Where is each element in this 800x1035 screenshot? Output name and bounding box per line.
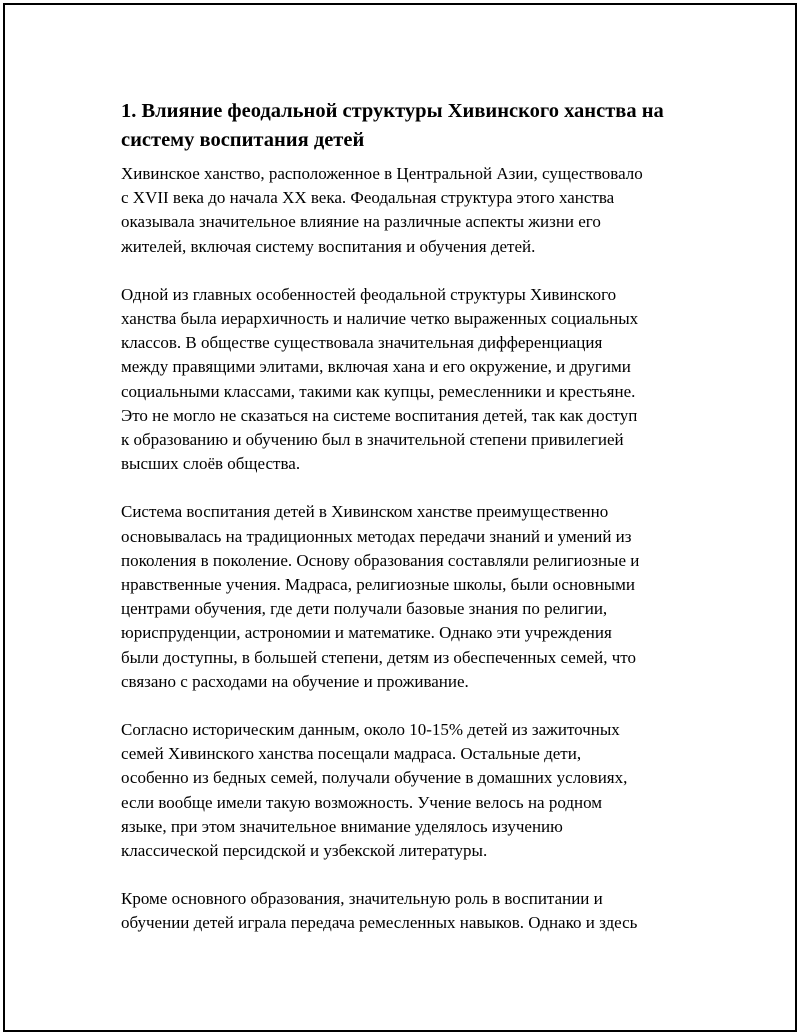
text-line: связано с расходами на обучение и проживание. <box>121 671 469 691</box>
text-line: Хивинское ханство, расположенное в Центральной Азии, существовало <box>121 164 643 183</box>
paragraph-2 <box>121 283 693 477</box>
text-line: Согласно историческим данным, около 10-15% детей из зажиточных <box>121 720 620 740</box>
text-line: юриспруденции, астрономии и математике. Однако эти учреждения <box>121 623 612 643</box>
text-line: основывалась на традиционных методах передачи знаний и умений из <box>121 526 632 546</box>
section-heading <box>121 97 693 155</box>
text-line: между правящими элитами, включая хана и его окружение, и другими <box>121 357 631 377</box>
text-line: Одной из главных особенностей феодальной структуры Хивинского <box>121 284 617 304</box>
text-line: семей Хивинского ханства посещали мадраса. Остальные дети, <box>121 744 582 764</box>
text-line: социальными классами, такими как купцы, ремесленники и крестьяне. <box>121 381 636 401</box>
text-line: если вообще имели такую возможность. Учение велось на родном <box>121 792 603 812</box>
text-line: Это не могло не сказаться на системе воспитания детей, так как доступ <box>121 405 638 425</box>
text-line: обучении детей играла передача ремесленных навыков. Однако и здесь <box>121 913 638 933</box>
document-body <box>121 97 693 960</box>
text-line: были доступны, в большей степени, детям из обеспеченных семей, что <box>121 647 636 667</box>
paragraph-4 <box>121 718 693 863</box>
heading-line: систему воспитания детей <box>121 129 365 151</box>
paragraph-5 <box>121 887 693 935</box>
text-line: жителей, включая систему воспитания и обучения детей. <box>121 236 536 256</box>
text-line: ханства была иерархичность и наличие четко выраженных социальных <box>121 309 639 329</box>
text-line: Кроме основного образования, значительную роль в воспитании и <box>121 889 603 909</box>
text-line: поколения в поколение. Основу образования составляли религиозные и <box>121 550 640 570</box>
text-line: классов. В обществе существовала значительная дифференциация <box>121 333 603 353</box>
text-line: Система воспитания детей в Хивинском ханстве преимущественно <box>121 502 609 522</box>
text-line: классической персидской и узбекской литературы. <box>121 841 488 861</box>
text-line: особенно из бедных семей, получали обучение в домашних условиях, <box>121 768 628 788</box>
page-frame <box>3 3 797 1032</box>
paragraph-3 <box>121 500 693 694</box>
text-line: высших слоёв общества. <box>121 454 301 474</box>
text-line: оказывала значительное влияние на различные аспекты жизни его <box>121 212 601 232</box>
text-line: нравственные учения. Мадраса, религиозные школы, были основными <box>121 575 635 595</box>
text-line: к образованию и обучению был в значительной степени привилегией <box>121 430 624 450</box>
text-line: языке, при этом значительное внимание уделялось изучению <box>121 816 563 836</box>
text-line: с XVII века до начала XX века. Феодальная структура этого ханства <box>121 188 615 208</box>
paragraph-1 <box>121 162 693 259</box>
heading-line: 1. Влияние феодальной структуры Хивинского ханства на <box>121 100 664 122</box>
text-line: центрами обучения, где дети получали базовые знания по религии, <box>121 599 608 619</box>
